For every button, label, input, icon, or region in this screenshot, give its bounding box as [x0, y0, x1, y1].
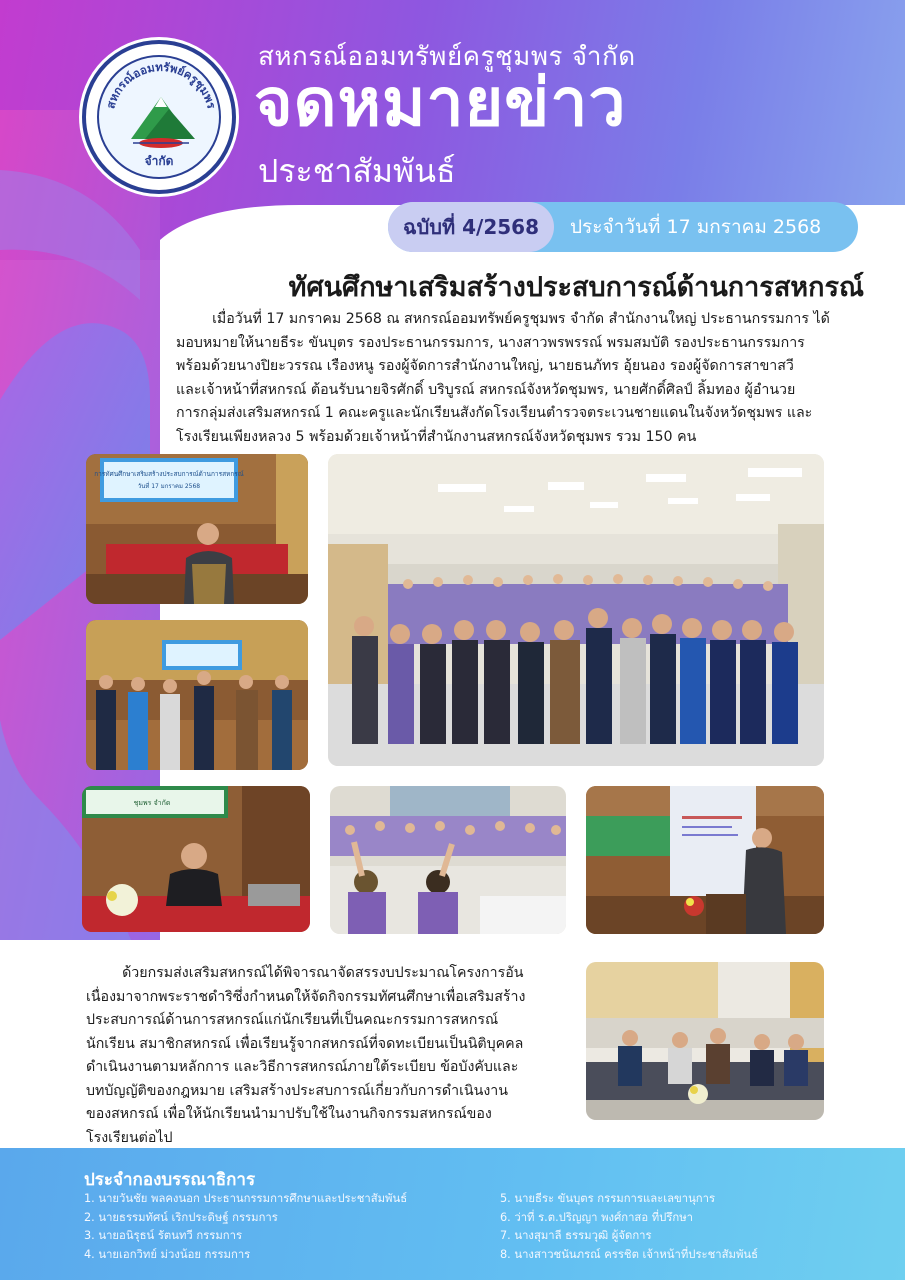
editorial-member: 8. นางสาวชนันภรณ์ ครรชิต เจ้าหน้าที่ประชาสัมพันธ์ [500, 1247, 759, 1261]
paragraph-line: ของสหกรณ์ เพื่อให้นักเรียนนำมาปรับใช้ในงานกิจกรรมสหกรณ์ของ [86, 1106, 492, 1122]
issue-number-badge: ฉบับที่ 4/2568 [388, 202, 554, 252]
paragraph-line: ประสบการณ์ด้านการสหกรณ์แก่นักเรียนที่เป็นคณะกรรมการสหกรณ์ [86, 1012, 499, 1028]
photo-opening-speech [86, 454, 308, 604]
newsletter-title: จดหมายข่าว [254, 64, 627, 141]
editorial-member: 7. นางสุมาลี ธรรมวุฒิ ผู้จัดการ [500, 1229, 652, 1243]
photo-image [328, 454, 824, 766]
photo-speaker-lecture [82, 786, 310, 932]
stage-banner-text: การทัศนศึกษาเสริมสร้างประสบการณ์ด้านการสหกรณ์ [94, 470, 244, 478]
editorial-member: 5. นายธีระ ขันบุตร กรรมการและเลขานุการ [500, 1192, 716, 1205]
paragraph-line: เมื่อวันที่ 17 มกราคม 2568 ณ สหกรณ์ออมทรัพย์ครูชุมพร จำกัด สำนักงานใหญ่ ประธานกรรมการ ได้ [176, 311, 830, 327]
cooperative-logo [82, 40, 236, 194]
paragraph-line: บทบัญญัติของกฎหมาย เสริมสร้างประสบการณ์เกี่ยวกับการดำเนินงาน [86, 1082, 508, 1099]
issue-date: ประจำวันที่ 17 มกราคม 2568 [570, 216, 822, 238]
article-headline: ทัศนศึกษาเสริมสร้างประสบการณ์ด้านการสหกรณ์ [288, 272, 864, 303]
logo-emblem [97, 55, 221, 179]
photo-presentation-screen [586, 786, 824, 934]
paragraph-line: พร้อมด้วยนางปิยะวรรณ เรืองหนู รองผู้จัดการสำนักงานใหญ่, นายธนภัทร อุ้ยนอง รองผู้จัดการสาขาสวี [176, 358, 794, 374]
photo-meeting-lounge [586, 962, 824, 1120]
article-paragraph-2 [86, 962, 566, 1150]
photo-image [586, 962, 824, 1120]
paragraph-line: ดำเนินงานตามหลักการ และวิธีการสหกรณ์ภายใต้ระเบียบ ข้อบังคับและ [86, 1059, 519, 1075]
stage-banner-date: วันที่ 17 มกราคม 2568 [137, 483, 201, 490]
editorial-board-title: ประจำกองบรรณาธิการ [84, 1170, 256, 1190]
paragraph-line: มอบหมายให้นายธีระ ขันบุตร รองประธานกรรมการ, นางสาวพรพรรณ์ พรมสมบัติ รองประธานกรรมการ [176, 334, 805, 351]
paragraph-line: โรงเรียนต่อไป [86, 1129, 173, 1146]
article-paragraph-1 [176, 308, 866, 449]
editorial-member: 6. ว่าที่ ร.ต.ปริญญา พงศ์กาสอ ที่ปรึกษา [500, 1210, 694, 1224]
paragraph-line: เนื่องมาจากพระราชดำริซึ่งกำหนดให้จัดกิจกรรมทัศนศึกษาเพื่อเสริมสร้าง [86, 988, 526, 1005]
speaker-banner-text: ชุมพร จำกัด [133, 799, 171, 807]
editorial-member: 3. นายอนิรุธน์ รัตนทวี กรรมการ [84, 1229, 243, 1243]
editorial-list-right [500, 1190, 758, 1264]
editorial-member: 2. นายธรรมทัศน์ เริกประดิษฐ์ กรรมการ [84, 1210, 278, 1224]
photo-award-presentation [86, 620, 308, 770]
photo-image [82, 786, 310, 932]
editorial-footer [0, 1148, 905, 1280]
issue-bar [388, 202, 858, 252]
logo-ring-text: สหกรณ์ออมทรัพย์ครูชุมพร [103, 59, 219, 111]
paragraph-line: นักเรียน สมาชิกสหกรณ์ เพื่อเรียนรู้จากสหกรณ์ที่จดทะเบียนเป็นนิติบุคคล [86, 1035, 524, 1052]
paragraph-line: ด้วยกรมส่งเสริมสหกรณ์ได้พิจารณาจัดสรรงบประมาณโครงการอัน [86, 965, 524, 981]
photo-image [586, 786, 824, 934]
newsletter-header [0, 0, 905, 260]
logo-caption: จำกัด [144, 154, 174, 168]
photo-group-hall [328, 454, 824, 766]
photo-image [86, 454, 308, 604]
editorial-member: 1. นายวันชัย พลคงนอก ประธานกรรมการศึกษาและประชาสัมพันธ์ [84, 1192, 408, 1205]
editorial-member: 4. นายเอกวิทย์ ม่วงน้อย กรรมการ [84, 1247, 251, 1261]
paragraph-line: และเจ้าหน้าที่สหกรณ์ ต้อนรับนายจิรศักดิ์ บริบูรณ์ สหกรณ์จังหวัดชุมพร, นายศักดิ์ศิลป์ ลิ้มทอง ผู้อำนวย [176, 381, 796, 398]
paragraph-line: โรงเรียนเพียงหลวง 5 พร้อมด้วยเจ้าหน้าที่สำนักงานสหกรณ์จังหวัดชุมพร รวม 150 คน [176, 428, 697, 445]
newsletter-subtitle: ประชาสัมพันธ์ [258, 152, 456, 190]
photo-students-classroom [330, 786, 566, 934]
photo-image [86, 620, 308, 770]
paragraph-line: การกลุ่มส่งเสริมสหกรณ์ 1 คณะครูและนักเรียนสังกัดโรงเรียนตำรวจตระเวนชายแดนในจังหวัดชุมพร และ [176, 405, 813, 421]
photo-image [330, 786, 566, 934]
organization-name: สหกรณ์ออมทรัพย์ครูชุมพร จำกัด [258, 42, 636, 72]
editorial-list-left [84, 1190, 407, 1264]
